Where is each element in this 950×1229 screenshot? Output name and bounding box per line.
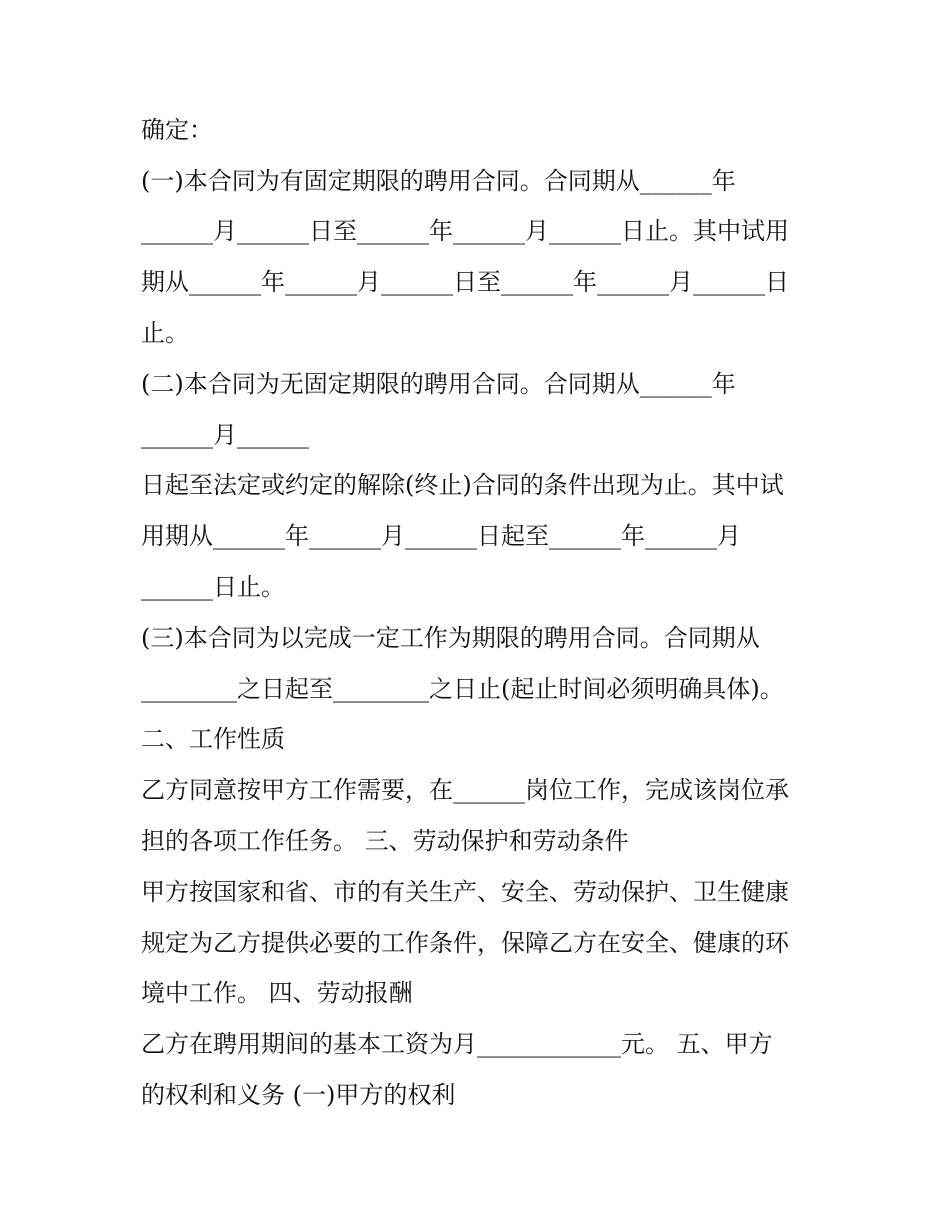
paragraph-line: (二)本合同为无固定期限的聘用合同。合同期从______年 <box>141 370 736 398</box>
paragraph-line: ______日止。 <box>141 573 285 601</box>
paragraph-line: 期从______年______月______日至______年______月______日 <box>141 268 789 296</box>
paragraph-line: 确定： <box>141 116 213 144</box>
paragraph-line: ________之日起至________之日止(起止时间必须明确具体)。 <box>141 675 784 703</box>
paragraph-line: 规定为乙方提供必要的工作条件，保障乙方在安全、健康的环 <box>141 929 789 957</box>
paragraph-line: ______月______ <box>141 421 309 449</box>
paragraph-line: 乙方在聘用期间的基本工资为月____________元。 五、甲方 <box>141 1030 773 1058</box>
paragraph-line: 止。 <box>141 319 189 347</box>
paragraph-line: ______月______日至______年______月______日止。其中试用 <box>141 217 789 245</box>
paragraph-line: 甲方按国家和省、市的有关生产、安全、劳动保护、卫生健康 <box>141 878 789 906</box>
paragraph-line: (三)本合同为以完成一定工作为期限的聘用合同。合同期从 <box>141 624 760 652</box>
paragraph-line: 乙方同意按甲方工作需要，在______岗位工作，完成该岗位承 <box>141 776 789 804</box>
paragraph-line: 的权利和义务 (一)甲方的权利 <box>141 1081 456 1109</box>
paragraph-line: 用期从______年______月______日起至______年______月 <box>141 522 741 550</box>
paragraph-line: 境中工作。 四、劳动报酬 <box>141 979 413 1007</box>
section-heading: 二、工作性质 <box>141 725 285 753</box>
paragraph-line: 日起至法定或约定的解除(终止)合同的条件出现为止。其中试 <box>141 471 784 499</box>
paragraph-line: (一)本合同为有固定期限的聘用合同。合同期从______年 <box>141 167 736 195</box>
paragraph-line: 担的各项工作任务。 三、劳动保护和劳动条件 <box>141 827 629 855</box>
